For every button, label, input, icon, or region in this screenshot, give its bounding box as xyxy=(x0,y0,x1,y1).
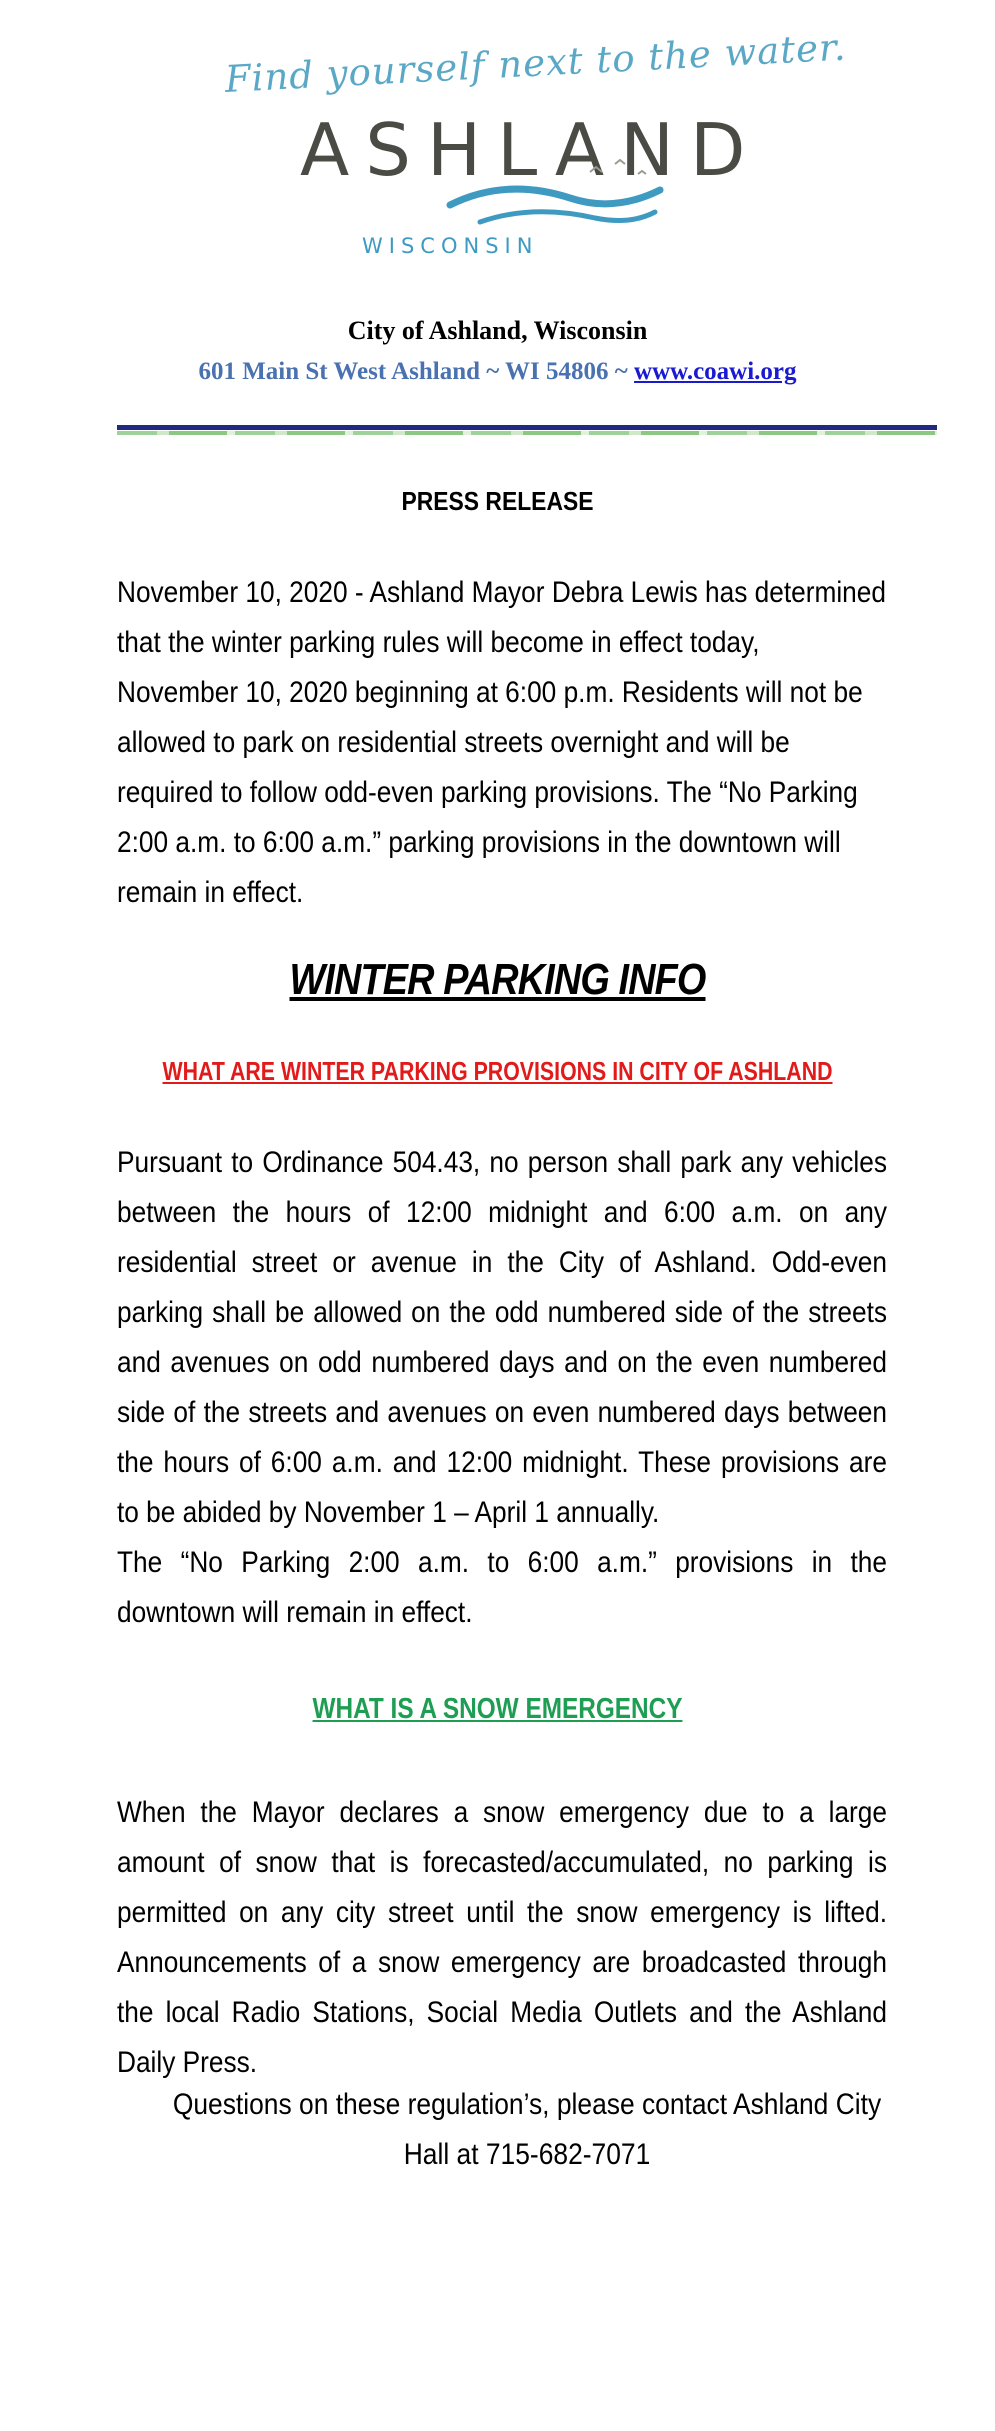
provisions-body: Pursuant to Ordinance 504.43, no person shall park any vehicles between the hours of 12:00 midnight and 6:00 a.m. on any residential street or avenue in the City of Ashland. Odd-even parking shall be allowed on the odd numbered side of the streets and avenues on odd numbered days and on the even numbered side of the streets and avenues on even numbered days between the hours of 6:00 a.m. and 12:00 midnight. These provisions are to be abided by November 1 – April 1 annually. xyxy=(117,1146,887,1529)
winter-parking-title: WINTER PARKING INFO xyxy=(289,955,706,1004)
press-release-heading: PRESS RELEASE xyxy=(401,486,594,516)
logo-waves-icon xyxy=(440,150,670,240)
address-text: 601 Main St West Ashland ~ WI 54806 ~ xyxy=(198,358,635,385)
contact-info xyxy=(117,2080,937,2180)
city-name: City of Ashland, Wisconsin xyxy=(347,316,648,345)
snow-emergency-heading: WHAT IS A SNOW EMERGENCY xyxy=(312,1693,683,1725)
header-rule-accent xyxy=(117,431,937,435)
logo-wordmark: ASHLAND xyxy=(300,108,762,192)
city-address xyxy=(0,358,995,386)
downtown-body: The “No Parking 2:00 a.m. to 6:00 a.m.” provisions in the downtown will remain in effect. xyxy=(117,1546,887,1629)
provisions-heading: WHAT ARE WINTER PARKING PROVISIONS IN CITY OF ASHLAND xyxy=(162,1056,833,1086)
contact-text: Questions on these regulation’s, please contact Ashland City Hall at 715-682-7071 xyxy=(172,2088,882,2171)
header-rule xyxy=(117,425,937,430)
logo-tagline: Find yourself next to the water. xyxy=(223,25,848,101)
snow-emergency-body: When the Mayor declares a snow emergency due to a large amount of snow that is forecasted/accumulated, no parking is permitted on any city street until the snow emergency is lifted. Announcements of a snow emergency are broadcasted through the local Radio Stations, Social Media Outlets and the Ashland Daily Press. xyxy=(117,1796,887,2079)
website-link[interactable]: www.coawi.org xyxy=(634,358,797,385)
logo-subtitle: WISCONSIN xyxy=(362,234,539,258)
press-release-body: November 10, 2020 - Ashland Mayor Debra Lewis has determined that the winter parking rules will become in effect today, November 10, 2020 beginning at 6:00 p.m. Residents will not be allowed to park on residential streets overnight and will be required to follow odd-even parking provisions. The “No Parking 2:00 a.m. to 6:00 a.m.” parking provisions in the downtown will remain in effect. xyxy=(117,576,886,909)
